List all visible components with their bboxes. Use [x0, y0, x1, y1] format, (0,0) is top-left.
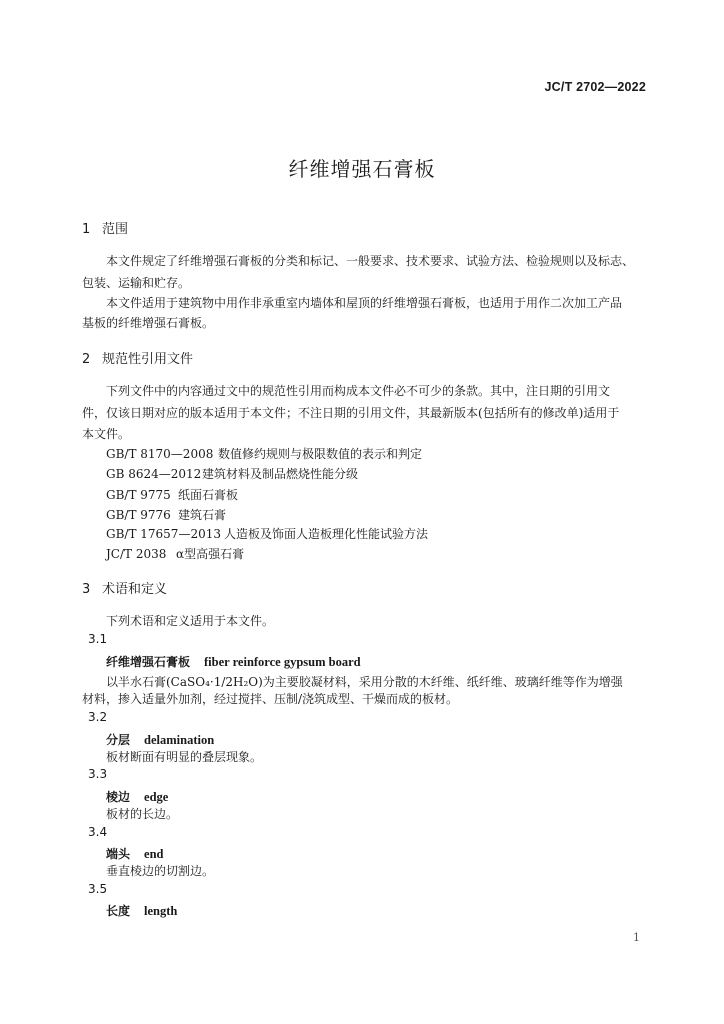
reference-title: 纸面石膏板 — [178, 488, 239, 502]
term-definition: 材料，掺入适量外加剂，经过搅拌、压制/浇筑成型、干燥而成的板材。 — [82, 692, 459, 706]
term-en: fiber reinforce gypsum board — [204, 655, 361, 669]
term-en: edge — [144, 790, 169, 804]
reference-title: 建筑石膏 — [178, 508, 227, 522]
reference-item — [106, 506, 226, 523]
term-heading — [106, 788, 168, 805]
paragraph-line: 本文件。 — [82, 427, 131, 441]
reference-code: GB/T 17657—2013 — [106, 527, 221, 541]
term-definition: 板材的长边。 — [106, 807, 179, 821]
paragraph-line: 件，仅该日期对应的版本适用于本文件；不注日期的引用文件，其最新版本(包括所有的修改单)适用于 — [82, 406, 620, 420]
reference-code: GB/T 9776 — [106, 508, 171, 522]
paragraph-line: 下列文件中的内容通过文中的规范性引用而构成本文件必不可少的条款。其中，注日期的引用文 — [106, 384, 611, 398]
clause-number: 3.4 — [88, 825, 108, 839]
section-number: 1 — [82, 222, 91, 237]
term-definition: 垂直棱边的切割边。 — [106, 864, 215, 878]
term-zh: 分层 — [106, 733, 131, 747]
paragraph-line: 基板的纤维增强石膏板。 — [82, 316, 215, 330]
reference-title: α型高强石膏 — [176, 547, 245, 561]
paragraph-line: 本文件规定了纤维增强石膏板的分类和标记、一般要求、技术要求、试验方法、检验规则以及标志、 — [106, 254, 635, 268]
term-heading — [106, 902, 177, 919]
term-zh: 纤维增强石膏板 — [106, 655, 191, 669]
document-title: 纤维增强石膏板 — [288, 157, 436, 181]
term-heading — [106, 731, 214, 748]
standard-number: JC/T 2702—2022 — [544, 80, 646, 94]
term-zh: 长度 — [106, 904, 131, 918]
paragraph-line: 下列术语和定义适用于本文件。 — [106, 614, 275, 628]
reference-title: 数值修约规则与极限数值的表示和判定 — [218, 447, 423, 461]
term-heading — [106, 845, 163, 862]
clause-number: 3.3 — [88, 767, 108, 781]
paragraph-line: 包装、运输和贮存。 — [82, 276, 191, 290]
term-zh: 端头 — [106, 847, 131, 861]
reference-item — [106, 525, 428, 542]
term-heading — [106, 653, 361, 670]
section-3-heading — [82, 578, 167, 597]
section-number: 2 — [82, 352, 91, 367]
section-1-heading — [82, 218, 128, 237]
reference-item — [106, 486, 238, 503]
reference-title: 人造板及饰面人造板理化性能试验方法 — [224, 527, 429, 541]
term-definition: 以半水石膏(CaSO₄·1/2H₂O)为主要胶凝材料，采用分散的木纤维、纸纤维、玻璃纤维等作为增强 — [106, 675, 623, 689]
paragraph-line: 本文件适用于建筑物中用作非承重室内墙体和屋顶的纤维增强石膏板，也适用于用作二次加工产品 — [106, 296, 623, 310]
term-definition: 板材断面有明显的叠层现象。 — [106, 750, 263, 764]
clause-number: 3.5 — [88, 882, 108, 896]
section-title: 规范性引用文件 — [102, 352, 194, 367]
section-2-heading — [82, 348, 193, 367]
section-title: 术语和定义 — [102, 582, 168, 597]
page-number: 1 — [633, 931, 640, 944]
term-en: end — [144, 847, 164, 861]
section-title: 范围 — [102, 222, 129, 237]
term-en: delamination — [144, 733, 215, 747]
clause-number: 3.2 — [88, 710, 108, 724]
term-en: length — [144, 904, 178, 918]
reference-code: JC/T 2038 — [106, 547, 167, 561]
reference-code: GB/T 9775 — [106, 488, 171, 502]
section-number: 3 — [82, 582, 91, 597]
term-zh: 棱边 — [106, 790, 131, 804]
reference-title: 建筑材料及制品燃烧性能分级 — [202, 467, 359, 481]
reference-code: GB/T 8170—2008 — [106, 447, 214, 461]
reference-item — [106, 465, 358, 482]
reference-code: GB 8624—2012 — [106, 467, 202, 481]
reference-item — [106, 445, 422, 462]
reference-item — [106, 545, 244, 562]
clause-number: 3.1 — [88, 632, 108, 646]
